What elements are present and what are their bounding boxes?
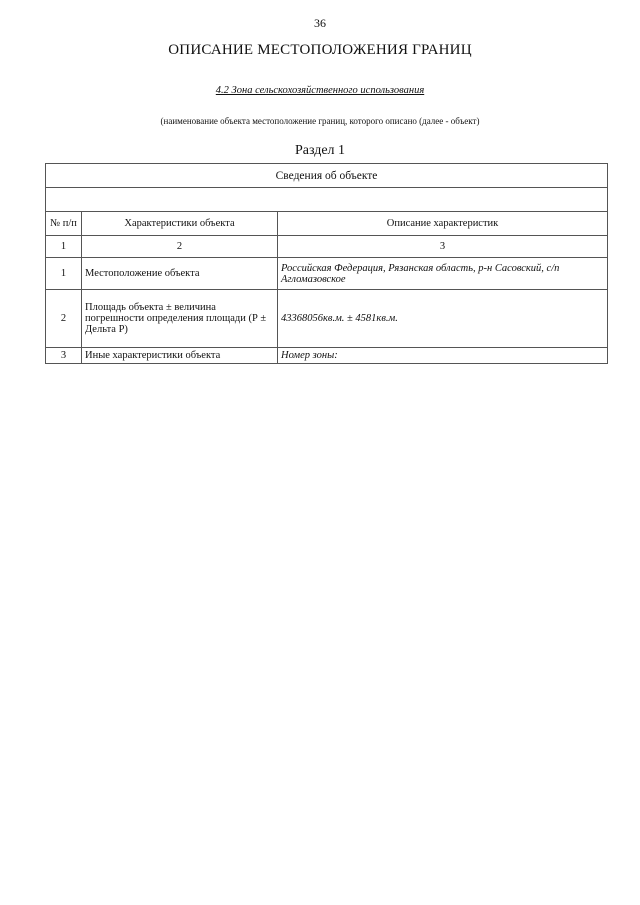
column-header-row <box>46 212 608 236</box>
column-header-description: Описание характеристик <box>278 212 608 236</box>
column-number-2: 2 <box>82 236 278 258</box>
table-row <box>46 348 608 364</box>
document-title: ОПИСАНИЕ МЕСТОПОЛОЖЕНИЯ ГРАНИЦ <box>168 42 472 58</box>
table-row <box>46 258 608 290</box>
column-header-characteristic: Характеристики объекта <box>82 212 278 236</box>
column-header-number: № п/п <box>46 212 82 236</box>
column-number-row <box>46 236 608 258</box>
table-blank-row <box>46 188 608 212</box>
table-row <box>46 290 608 348</box>
row-characteristic: Местоположение объекта <box>82 258 278 290</box>
object-name-text: 4.2 Зона сельскохозяйственного использования <box>215 85 425 96</box>
row-value: 43368056кв.м. ± 4581кв.м. <box>278 290 608 348</box>
blank-cell <box>46 188 608 212</box>
section-title: Раздел 1 <box>294 143 346 158</box>
row-characteristic: Иные характеристики объекта <box>82 348 278 364</box>
row-value: Российская Федерация, Рязанская область, р-н Сасовский, с/п Агломазовское <box>278 258 608 290</box>
row-number: 1 <box>46 258 82 290</box>
object-info-table <box>45 163 608 364</box>
table-heading-row <box>46 164 608 188</box>
column-number-1: 1 <box>46 236 82 258</box>
row-value: Номер зоны: <box>278 348 608 364</box>
table-heading: Сведения об объекте <box>46 164 608 188</box>
column-number-3: 3 <box>278 236 608 258</box>
page-number: 36 <box>314 16 326 30</box>
row-number: 2 <box>46 290 82 348</box>
row-characteristic: Площадь объекта ± величина погрешности определения площади (Р ± Дельта Р) <box>82 290 278 348</box>
object-caption: (наименование объекта местоположение границ, которого описано (далее - объект) <box>160 116 480 126</box>
object-name <box>0 85 640 96</box>
row-number: 3 <box>46 348 82 364</box>
